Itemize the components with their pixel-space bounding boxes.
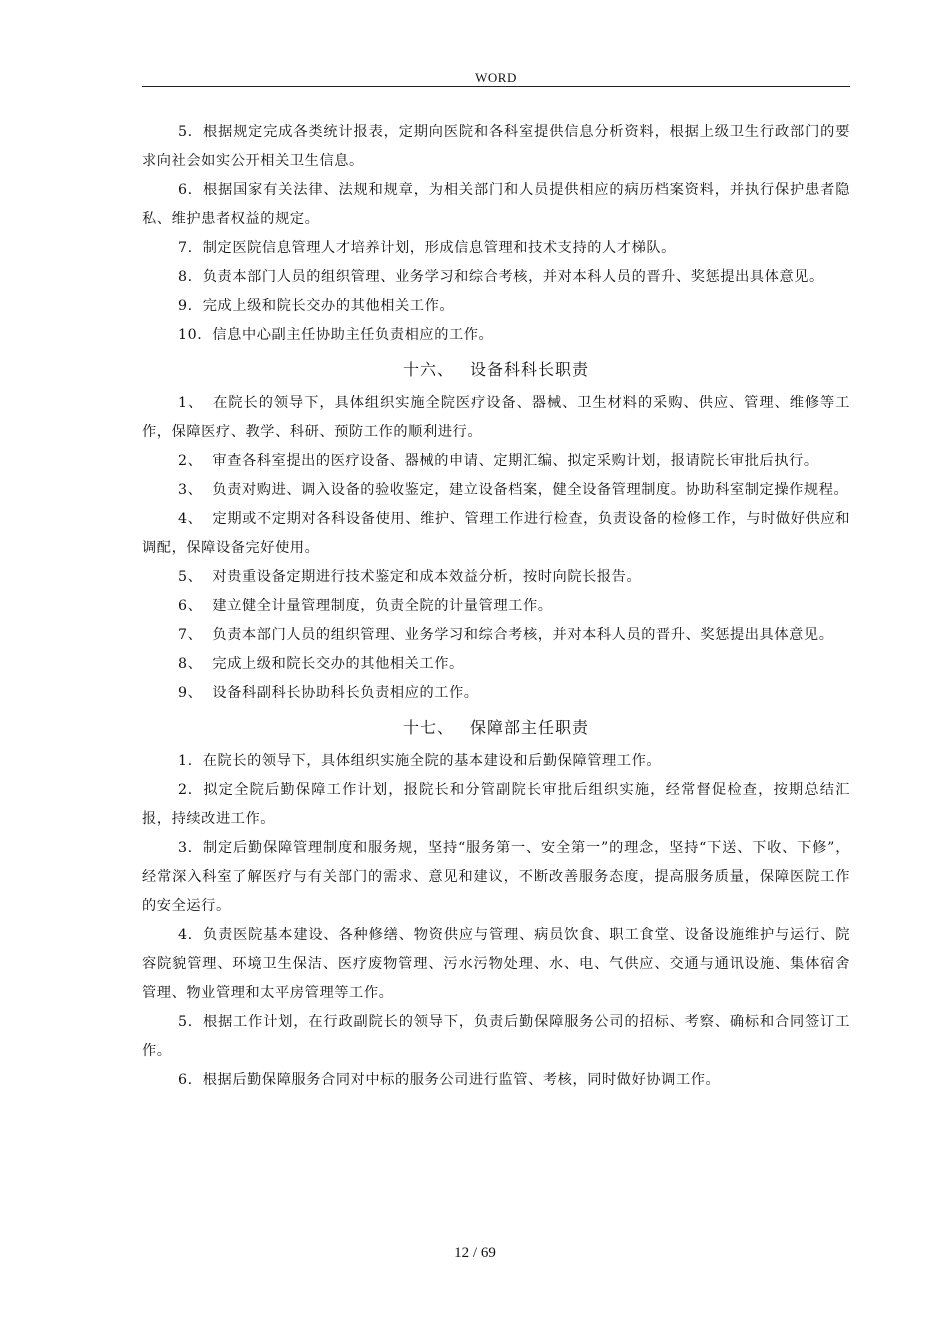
- list-item: [142, 563, 850, 592]
- item-text: 根据后勤保障服务合同对中标的服务公司进行监管、考核，同时做好协调工作。: [202, 1072, 721, 1088]
- header-rule: [142, 86, 850, 87]
- item-number: 6.: [178, 182, 193, 198]
- list-item: [142, 263, 850, 292]
- item-number: 2、: [178, 453, 203, 469]
- item-text: 制定后勤保障管理制度和服务规，坚持“服务第一、安全第一”的理念，坚持“下送、下收、下修”，经常深入科室了解医疗与有关部门的需求、意见和建议，不断改善服务态度，提高服务质量，保障医院工作的安全运行。: [142, 840, 850, 914]
- list-item: [142, 921, 850, 1008]
- item-text: 在院长的领导下，具体组织实施全院的基本建设和后勤保障管理工作。: [202, 753, 662, 769]
- item-number: 4、: [178, 511, 203, 527]
- item-text: 信息中心副主任协助主任负责相应的工作。: [212, 327, 494, 343]
- item-text: 完成上级和院长交办的其他相关工作。: [212, 656, 464, 672]
- section-number: 十六、: [402, 360, 454, 379]
- list-item: [142, 747, 850, 776]
- list-item: [142, 679, 850, 708]
- item-number: 9、: [178, 685, 203, 701]
- list-item: [142, 1066, 850, 1095]
- list-item: [142, 476, 850, 505]
- item-number: 3.: [178, 840, 193, 856]
- list-item: [142, 650, 850, 679]
- page-separator: /: [472, 1245, 478, 1261]
- item-text: 建立健全计量管理制度，负责全院的计量管理工作。: [212, 598, 553, 614]
- list-item: [142, 505, 850, 563]
- section-heading: [142, 355, 850, 385]
- item-text: 制定医院信息管理人才培养计划，形成信息管理和技术支持的人才梯队。: [202, 240, 676, 256]
- item-number: 1.: [178, 753, 193, 769]
- item-text: 拟定全院后勤保障工作计划，报院长和分管副院长审批后组织实施，经常督促检查，按期总结汇报，持续改进工作。: [142, 782, 850, 827]
- item-text: 根据规定完成各类统计报表，定期向医院和各科室提供信息分析资料，根据上级卫生行政部门的要求向社会如实公开相关卫生信息。: [142, 124, 850, 169]
- item-text: 负责本部门人员的组织管理、业务学习和综合考核，并对本科人员的晋升、奖惩提出具体意见。: [212, 627, 834, 643]
- list-item: [142, 1008, 850, 1066]
- list-item: [142, 118, 850, 176]
- document-body: [142, 118, 850, 1095]
- item-number: 9.: [178, 298, 193, 314]
- page-footer: [0, 1245, 950, 1262]
- page-number: 12: [454, 1245, 470, 1261]
- item-text: 对贵重设备定期进行技术鉴定和成本效益分析，按时向院长报告。: [212, 569, 642, 585]
- list-item: [142, 621, 850, 650]
- item-text: 完成上级和院长交办的其他相关工作。: [202, 298, 455, 314]
- item-text: 根据国家有关法律、法规和规章，为相关部门和人员提供相应的病历档案资料，并执行保护患者隐私、维护患者权益的规定。: [142, 182, 850, 227]
- item-number: 6、: [178, 598, 203, 614]
- item-text: 审查各科室提出的医疗设备、器械的申请、定期汇编、拟定采购计划，报请院长审批后执行。: [212, 453, 819, 469]
- item-text: 负责医院基本建设、各种修缮、物资供应与管理、病员饮食、职工食堂、设备设施维护与运行、院容院貌管理、环境卫生保洁、医疗废物管理、污水污物处理、水、电、气供应、交通与通讯设施、集体宿舍管理、物业管理和太平房管理等工作。: [142, 927, 850, 1001]
- item-number: 8、: [178, 656, 203, 672]
- list-item: [142, 389, 850, 447]
- list-item: [142, 234, 850, 263]
- item-number: 2.: [178, 782, 193, 798]
- item-number: 6.: [178, 1072, 193, 1088]
- page-total: 69: [480, 1245, 496, 1261]
- section-title: 设备科科长职责: [470, 360, 590, 379]
- item-number: 4.: [178, 927, 193, 943]
- list-item: [142, 776, 850, 834]
- list-item: [142, 321, 850, 350]
- item-text: 根据工作计划，在行政副院长的领导下，负责后勤保障服务公司的招标、考察、确标和合同签订工作。: [142, 1014, 850, 1059]
- item-number: 7、: [178, 627, 203, 643]
- item-number: 8.: [178, 269, 193, 285]
- item-number: 5.: [178, 1014, 193, 1030]
- item-number: 5、: [178, 569, 203, 585]
- item-text: 设备科副科长协助科长负责相应的工作。: [212, 685, 479, 701]
- item-number: 5.: [178, 124, 193, 140]
- item-text: 负责对购进、调入设备的验收鉴定，建立设备档案，健全设备管理制度。协助科室制定操作规程。: [212, 482, 849, 498]
- item-text: 定期或不定期对各科设备使用、维护、管理工作进行检查，负责设备的检修工作，与时做好供应和调配，保障设备完好使用。: [142, 511, 850, 556]
- item-text: 负责本部门人员的组织管理、业务学习和综合考核，并对本科人员的晋升、奖惩提出具体意见。: [202, 269, 824, 285]
- section-number: 十七、: [402, 718, 454, 737]
- list-item: [142, 292, 850, 321]
- item-text: 在院长的领导下，具体组织实施全院医疗设备、器械、卫生材料的采购、供应、管理、维修等工作，保障医疗、教学、科研、预防工作的顺利进行。: [142, 395, 850, 440]
- list-item: [142, 447, 850, 476]
- item-number: 3、: [178, 482, 203, 498]
- item-number: 10.: [178, 327, 203, 343]
- page-header: WORD: [475, 70, 517, 85]
- section-title: 保障部主任职责: [470, 718, 590, 737]
- list-item: [142, 592, 850, 621]
- item-number: 7.: [178, 240, 193, 256]
- item-number: 1、: [178, 395, 204, 411]
- section-heading: [142, 713, 850, 743]
- list-item: [142, 176, 850, 234]
- list-item: [142, 834, 850, 921]
